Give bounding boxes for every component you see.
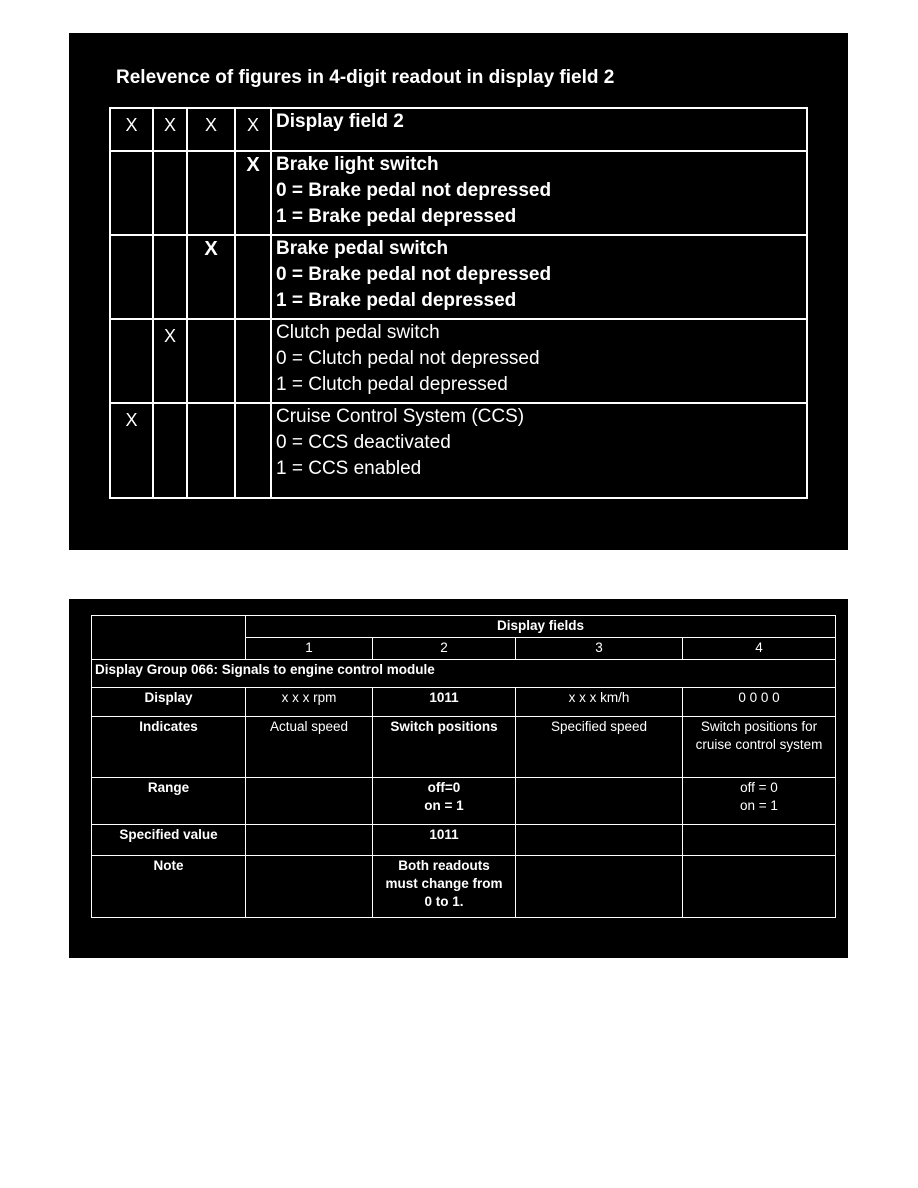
field-number: 4 [683,638,836,660]
cell-line: off = 0 [740,780,778,795]
cell-line: cruise control system [695,737,823,752]
field-number: 1 [246,638,373,660]
relevance-row [110,151,807,235]
row-line: 0 = Brake pedal not depressed [276,264,552,285]
x-mark: X [235,108,271,151]
x-mark: X [110,108,153,151]
row-line: 0 = Clutch pedal not depressed [276,348,540,369]
table-cell [246,778,373,825]
table-cell [246,856,373,918]
cell-line: Both readouts [398,858,490,873]
relevance-row [110,319,807,403]
table-row [92,717,836,778]
table-row [92,825,836,856]
cell-line: Switch positions for [700,719,818,734]
field-number: 3 [516,638,683,660]
table-cell: 1011 [373,825,516,856]
empty-header-cell [92,616,246,660]
x-mark: X [153,319,187,403]
table-cell [683,717,836,778]
row-label: Display [92,688,246,717]
table-cell: Specified speed [516,717,683,778]
display-group-table [91,615,836,918]
x-mark: X [110,403,153,498]
brake-light-switch-desc [271,151,807,235]
relevance-header-row [110,108,807,151]
cell-line: 0 to 1. [424,894,464,909]
table-cell: Switch positions [373,717,516,778]
table-cell [246,825,373,856]
row-label: Note [92,856,246,918]
clutch-pedal-switch-desc [271,319,807,403]
display-fields-header: Display fields [246,616,836,638]
table-cell [516,825,683,856]
table-row [92,856,836,918]
table-row [92,778,836,825]
table-cell [516,778,683,825]
relevance-row [110,403,807,498]
row-title: Clutch pedal switch [276,322,440,343]
table-cell [373,856,516,918]
cell-line: on = 1 [740,798,778,813]
cell-line: off=0 [427,780,461,795]
table-cell [683,825,836,856]
row-title: Brake light switch [276,154,439,175]
x-mark: X [153,108,187,151]
table-cell: 1011 [373,688,516,717]
brake-pedal-switch-desc [271,235,807,319]
relevance-figure-panel [69,33,848,550]
table-header-row [92,616,836,638]
table-cell: x x x rpm [246,688,373,717]
row-label: Specified value [92,825,246,856]
row-label: Range [92,778,246,825]
row-line: 1 = Brake pedal depressed [276,290,517,311]
table-cell [683,778,836,825]
cell-line: on = 1 [424,798,464,813]
table-cell [373,778,516,825]
table-cell: x x x km/h [516,688,683,717]
row-label: Indicates [92,717,246,778]
table-cell [516,856,683,918]
row-title: Cruise Control System (CCS) [276,406,525,427]
row-line: 1 = CCS enabled [276,458,422,479]
table-row [92,688,836,717]
field-number: 2 [373,638,516,660]
table-cell [683,856,836,918]
row-line: 1 = Clutch pedal depressed [276,374,508,395]
row-line: 1 = Brake pedal depressed [276,206,517,227]
row-title: Brake pedal switch [276,238,449,259]
display-field-2-header: Display field 2 [271,108,807,151]
relevance-title: Relevence of figures in 4-digit readout in display field 2 [116,67,615,88]
row-line: 0 = CCS deactivated [276,432,451,453]
relevance-table [109,107,808,499]
table-cell: Actual speed [246,717,373,778]
x-mark: X [235,151,271,235]
row-line: 0 = Brake pedal not depressed [276,180,552,201]
x-mark: X [187,108,235,151]
table-cell: 0 0 0 0 [683,688,836,717]
relevance-row [110,235,807,319]
ccs-desc [271,403,807,498]
group-title: Display Group 066: Signals to engine control module [92,660,836,688]
display-group-panel [69,599,848,958]
cell-line: must change from [385,876,503,891]
x-mark: X [187,235,235,319]
group-title-row [92,660,836,688]
